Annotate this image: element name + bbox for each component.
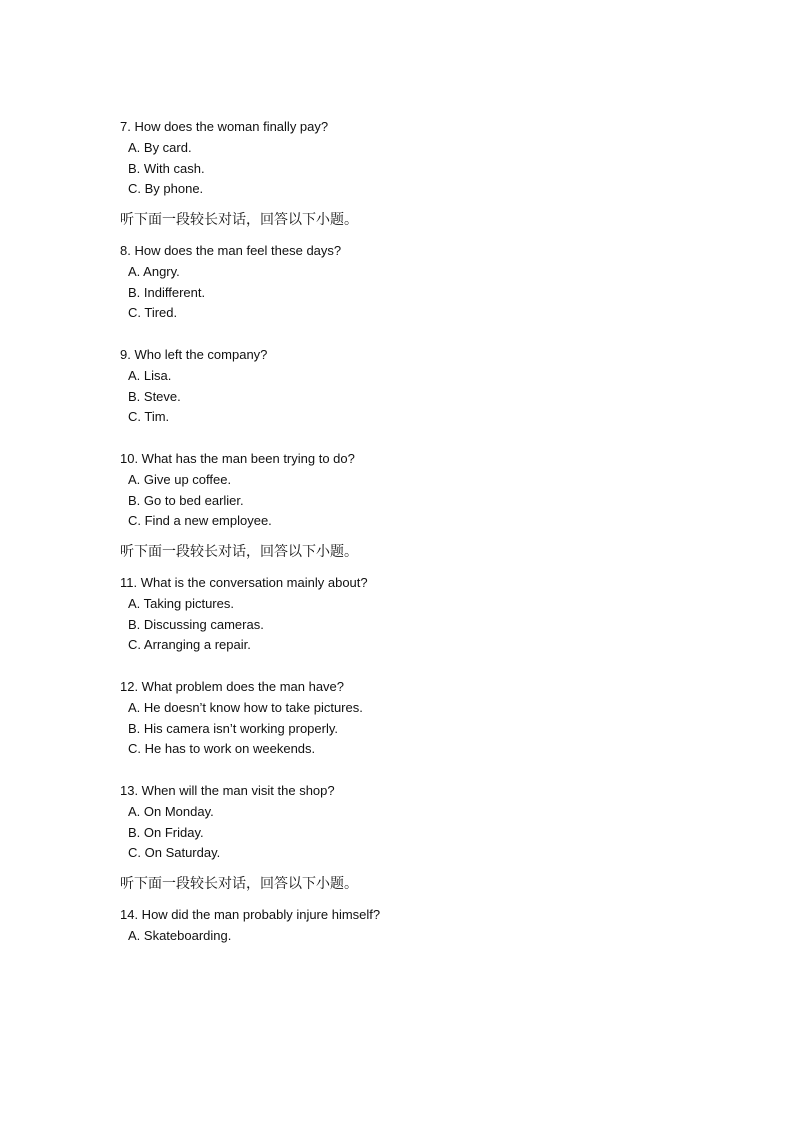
question-14-option-a: A. Skateboarding. bbox=[128, 927, 232, 943]
question-14-stem: 14. How did the man probably injure himself? bbox=[120, 906, 381, 922]
question-8-option-c: C. Tired. bbox=[128, 305, 178, 321]
question-11-option-c: C. Arranging a repair. bbox=[128, 637, 251, 653]
question-13-option-c: C. On Saturday. bbox=[128, 845, 221, 861]
question-8-stem: 8. How does the man feel these days? bbox=[120, 242, 342, 258]
blank-line bbox=[120, 324, 720, 345]
section-heading-2: 听下面一段较长对话，回答以下小题。 bbox=[120, 544, 358, 561]
question-9-stem: 9. Who left the company? bbox=[120, 346, 268, 362]
question-11-option-a: A. Taking pictures. bbox=[128, 595, 234, 611]
question-11-stem: 11. What is the conversation mainly about? bbox=[120, 574, 368, 590]
blank-line bbox=[120, 760, 720, 781]
blank-line bbox=[120, 428, 720, 449]
section-heading-3: 听下面一段较长对话，回答以下小题。 bbox=[120, 876, 358, 893]
question-9-option-c: C. Tim. bbox=[128, 409, 170, 425]
question-10-option-a: A. Give up coffee. bbox=[128, 471, 232, 487]
blank-line bbox=[120, 656, 720, 677]
question-12-option-a: A. He doesn’t know how to take pictures. bbox=[128, 699, 363, 715]
question-13-stem: 13. When will the man visit the shop? bbox=[120, 782, 335, 798]
question-10-option-c: C. Find a new employee. bbox=[128, 513, 272, 529]
question-10-stem: 10. What has the man been trying to do? bbox=[120, 450, 355, 466]
section-heading-1: 听下面一段较长对话，回答以下小题。 bbox=[120, 212, 358, 229]
question-12-option-c: C. He has to work on weekends. bbox=[128, 741, 316, 757]
question-7-option-c: C. By phone. bbox=[128, 181, 204, 197]
question-8-option-a: A. Angry. bbox=[128, 263, 180, 279]
question-7-option-b: B. With cash. bbox=[128, 160, 205, 176]
question-13-option-a: A. On Monday. bbox=[128, 803, 214, 819]
question-13-option-b: B. On Friday. bbox=[128, 824, 204, 840]
question-7-stem: 7. How does the woman finally pay? bbox=[120, 119, 329, 134]
question-12-stem: 12. What problem does the man have? bbox=[120, 678, 345, 694]
question-10-option-b: B. Go to bed earlier. bbox=[128, 492, 244, 508]
question-8-option-b: B. Indifferent. bbox=[128, 284, 206, 300]
question-list bbox=[120, 117, 720, 946]
question-12-option-b: B. His camera isn’t working properly. bbox=[128, 720, 338, 736]
question-7-option-a: A. By card. bbox=[128, 139, 192, 155]
question-9-option-b: B. Steve. bbox=[128, 388, 181, 404]
question-11-option-b: B. Discussing cameras. bbox=[128, 616, 264, 632]
question-9-option-a: A. Lisa. bbox=[128, 367, 172, 383]
